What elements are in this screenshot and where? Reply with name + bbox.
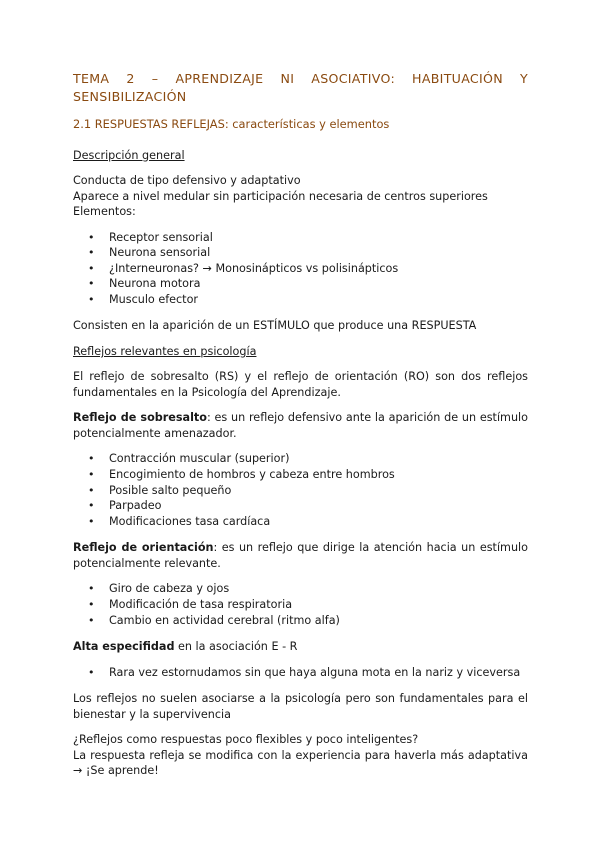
list-item: • Neurona motora bbox=[88, 276, 528, 292]
closing-question: ¿Reflejos como respuestas poco flexibles y poco inteligentes? bbox=[73, 733, 419, 747]
orientation-reflex-term: Reflejo de orientación bbox=[73, 541, 214, 555]
document-content bbox=[73, 70, 528, 779]
startle-reflex-list bbox=[73, 451, 528, 529]
specificity-text: en la asociación E - R bbox=[174, 640, 298, 654]
closing-block bbox=[73, 732, 528, 779]
list-item: • Cambio en actividad cerebral (ritmo alfa) bbox=[88, 613, 528, 629]
document-title: TEMA 2 – APRENDIZAJE NI ASOCIATIVO: HABITUACIÓN Y SENSIBILIZACIÓN bbox=[73, 71, 528, 104]
list-item: • Encogimiento de hombros y cabeza entre hombros bbox=[88, 467, 528, 483]
heading-descripcion-general: Descripción general bbox=[73, 148, 185, 162]
list-item: • Giro de cabeza y ojos bbox=[88, 581, 528, 597]
section-subtitle: 2.1 RESPUESTAS REFLEJAS: características y elementos bbox=[73, 117, 390, 131]
heading-reflejos-relevantes: Reflejos relevantes en psicología bbox=[73, 344, 257, 358]
specificity-paragraph bbox=[73, 639, 528, 655]
list-item: • Posible salto pequeño bbox=[88, 483, 528, 499]
specificity-term: Alta especifidad bbox=[73, 640, 175, 654]
list-item: • Parpadeo bbox=[88, 498, 528, 514]
orientation-reflex-definition: : es un reflejo que dirige la atención hacia un estímulo potencialmente relevante. bbox=[73, 541, 528, 570]
orientation-reflex-list bbox=[73, 581, 528, 628]
description-line: Conducta de tipo defensivo y adaptativo bbox=[73, 174, 301, 187]
list-item: • Rara vez estornudamos sin que haya alguna mota en la nariz y viceversa bbox=[88, 665, 528, 681]
reflexes-intro: El reflejo de sobresalto (RS) y el reflejo de orientación (RO) son dos reflejos fundamentales en la Psicología del Aprendizaje. bbox=[73, 370, 528, 399]
stimulus-response-text: Consisten en la aparición de un ESTÍMULO que produce una RESPUESTA bbox=[73, 319, 477, 333]
description-line: Aparece a nivel medular sin participación necesaria de centros superiores bbox=[73, 189, 488, 203]
wellbeing-paragraph: Los reflejos no suelen asociarse a la psicología pero son fundamentales para el bienestar y la supervivencia bbox=[73, 692, 528, 721]
list-item: • Contracción muscular (superior) bbox=[88, 451, 528, 467]
list-item: • Modificación de tasa respiratoria bbox=[88, 597, 528, 613]
list-item: • Modificaciones tasa cardíaca bbox=[88, 514, 528, 530]
startle-reflex-definition: : es un reflejo defensivo ante la aparición de un estímulo potencialmente amenazador. bbox=[73, 411, 528, 440]
orientation-reflex-paragraph bbox=[73, 540, 528, 571]
closing-answer: La respuesta refleja se modifica con la experiencia para haverla más adaptativa → ¡Se aprende! bbox=[73, 748, 528, 778]
specificity-list bbox=[73, 665, 528, 681]
startle-reflex-paragraph bbox=[73, 410, 528, 441]
list-item: • Neurona sensorial bbox=[88, 245, 528, 261]
list-item: • Musculo efector bbox=[88, 292, 528, 308]
elements-list bbox=[73, 230, 528, 308]
description-line: Elementos: bbox=[73, 205, 136, 218]
general-description bbox=[73, 173, 528, 220]
startle-reflex-term: Reflejo de sobresalto bbox=[73, 411, 207, 425]
list-item: • ¿Interneuronas? → Monosinápticos vs polisinápticos bbox=[88, 261, 528, 277]
list-item: • Receptor sensorial bbox=[88, 230, 528, 246]
